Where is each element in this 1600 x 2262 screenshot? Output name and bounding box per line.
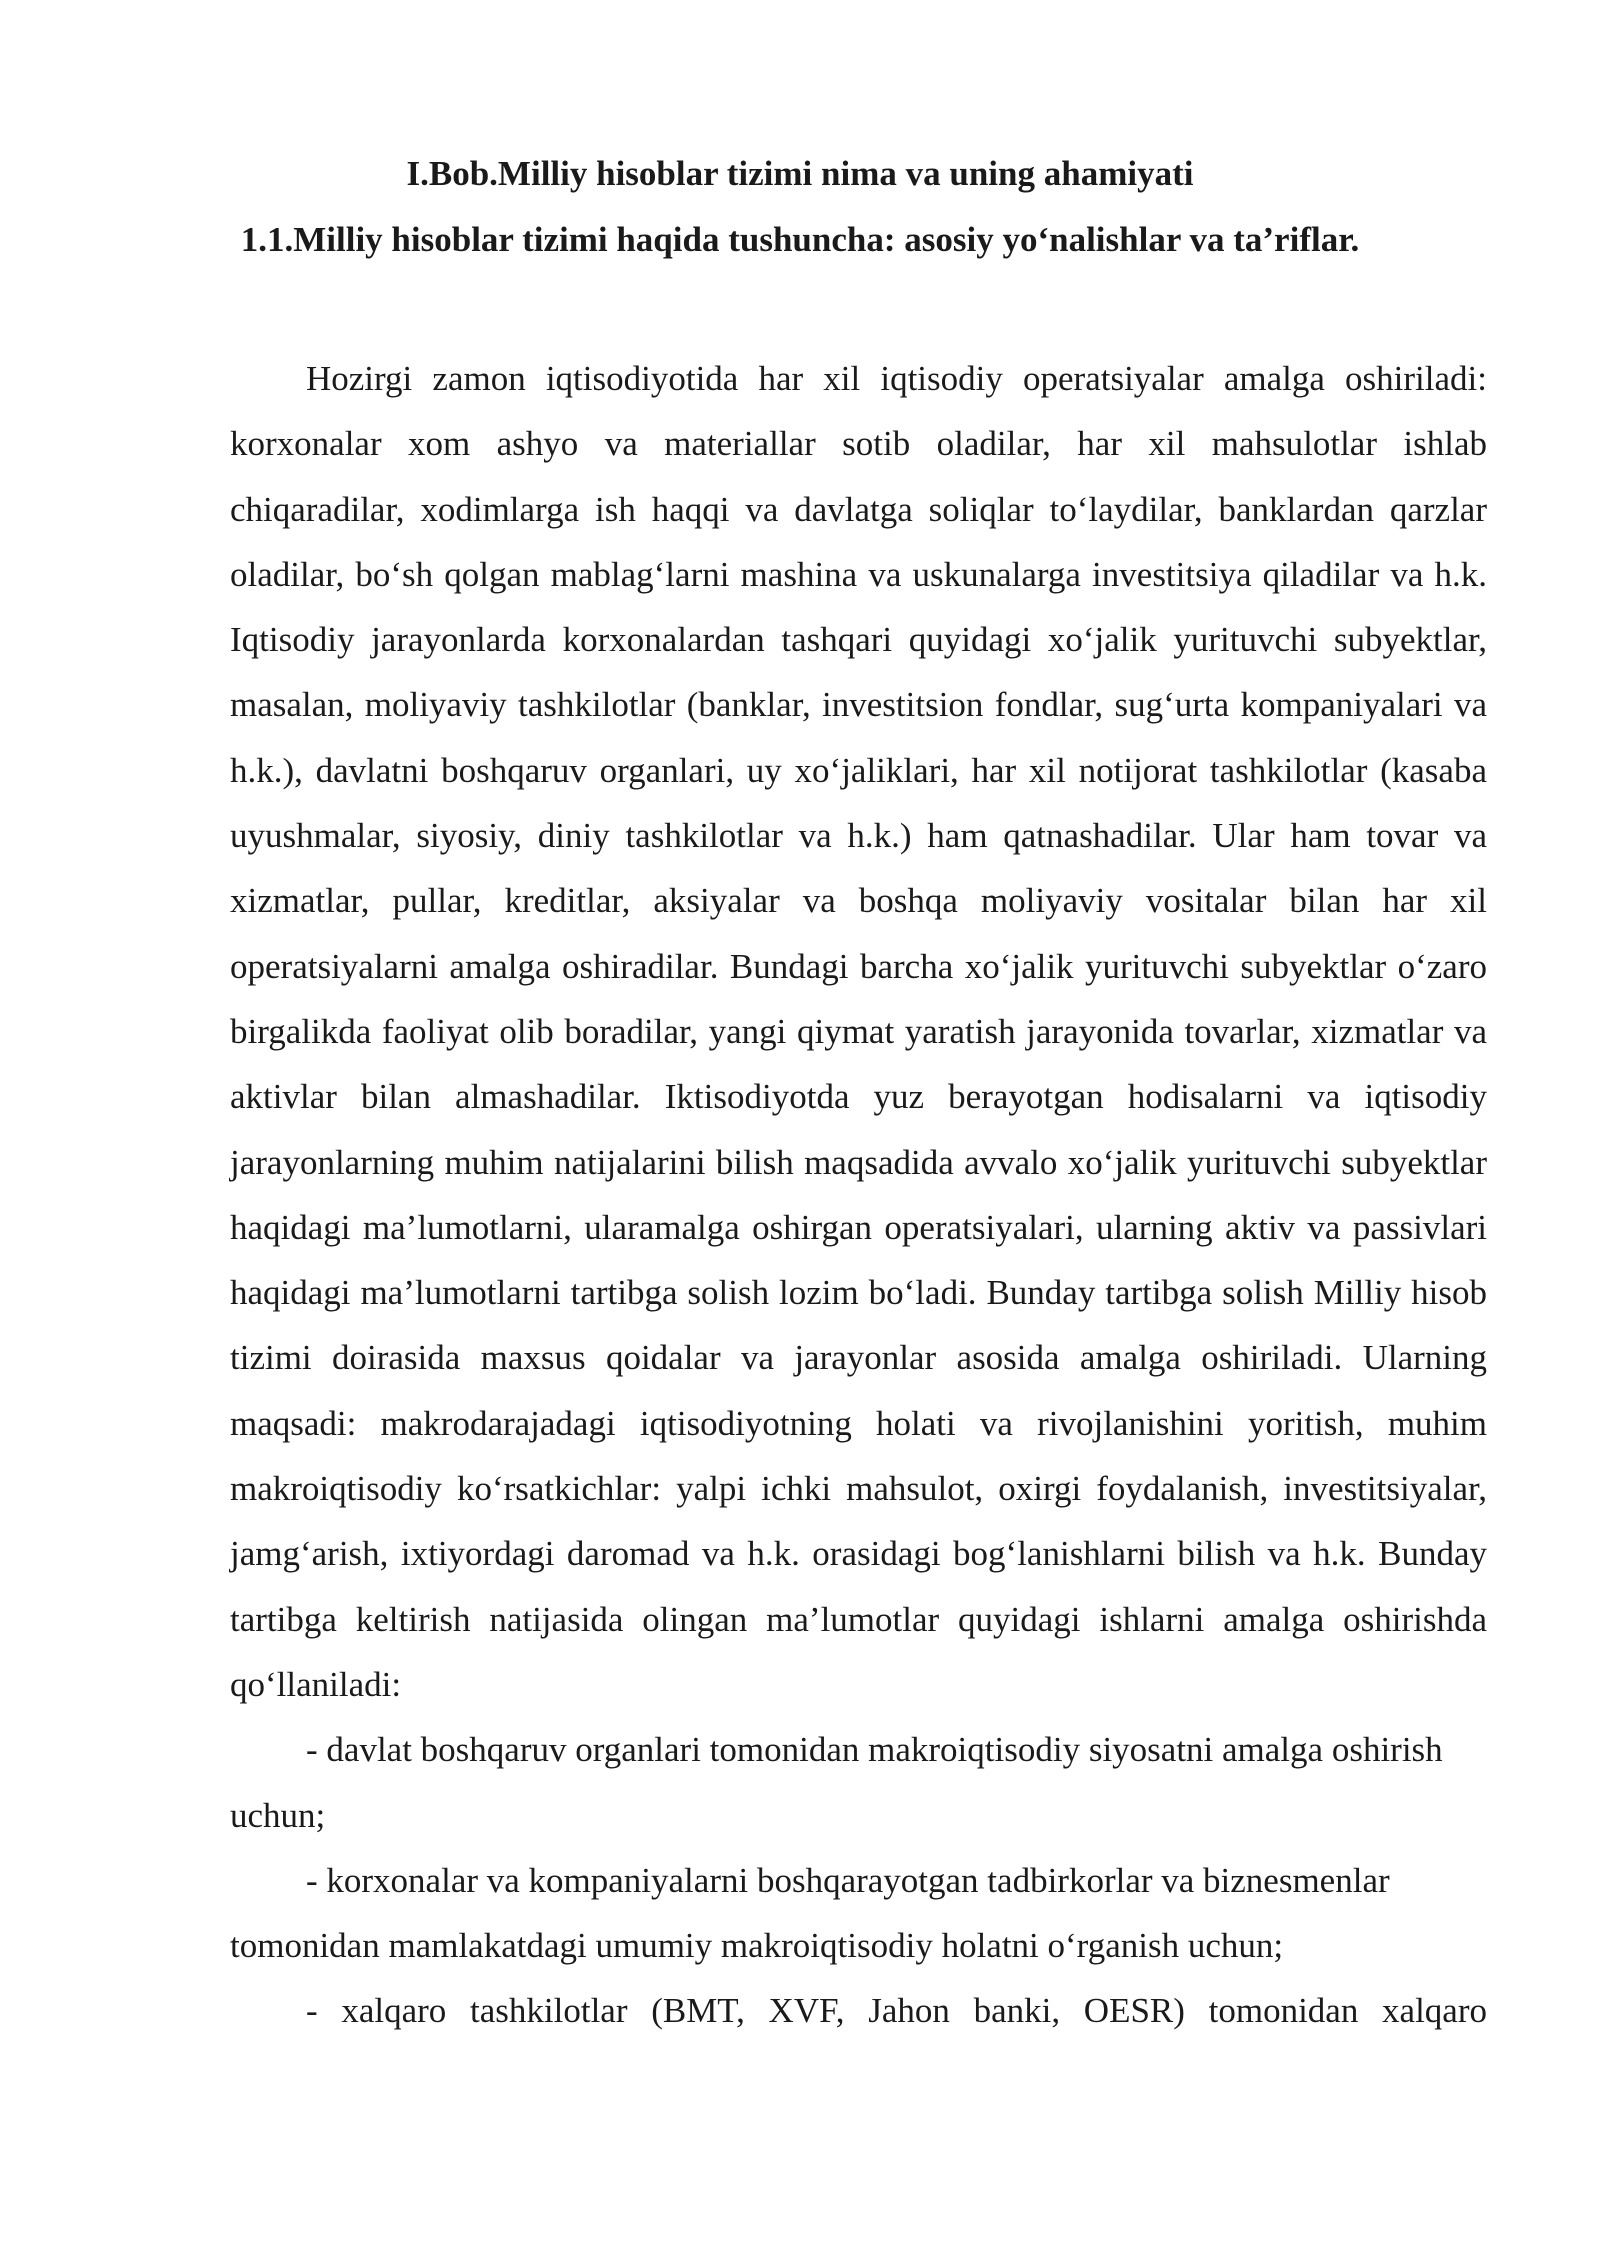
list-item: - davlat boshqaruv organlari tomonidan makroiqtisodiy siyosatni amalga oshirish uchun; (230, 1730, 1443, 1835)
list-item: - xalqaro tashkilotlar (BMT, XVF, Jahon banki, OESR) tomonidan xalqaro (306, 1991, 1487, 2031)
body-paragraph: Hozirgi zamon iqtisodiyotida har xil iqtisodiy operatsiyalar amalga oshiriladi: korxonalar xom ashyo va materiallar sotib oladilar, har xil mahsulotlar ishlab chiqaradilar, xodimlarga ish haqqi va davlatga soliqlar to‘laydilar, banklardan qarzlar oladilar, bo‘sh qolgan mablag‘larni mashina va uskunalarga investitsiya qiladilar va h.k. Iqtisodiy jarayonlarda korxonalardan tashqari quyidagi xo‘jalik yurituvchi subyektlar, masalan, moliyaviy tashkilotlar (banklar, investitsion fondlar, sug‘urta kompaniyalari va h.k.), davlatni boshqaruv organlari, uy xo‘jaliklari, har xil notijorat tashkilotlar (kasaba uyushmalar, siyosiy, diniy tashkilotlar va h.k.) ham qatnashadilar. Ular ham tovar va xizmatlar, pullar, kreditlar, aksiyalar va boshqa moliyaviy vositalar bilan har xil operatsiyalarni amalga oshiradilar. Bundagi barcha xo‘jalik yurituvchi subyektlar o‘zaro birgalikda faoliyat olib boradilar, yangi qiymat yaratish jarayonida tovarlar, xizmatlar va aktivlar bilan almashadilar. Iktisodiyotda yuz berayotgan hodisalarni va iqtisodiy jarayonlarning muhim natijalarini bilish maqsadida avvalo xo‘jalik yurituvchi subyektlar haqidagi ma’lumotlarni, ularamalga oshirgan operatsiyalari, ularning aktiv va passivlari haqidagi ma’lumotlarni tartibga solish lozim bo‘ladi. Bunday tartibga solish Milliy hisob tizimi doirasida maxsus qoidalar va jarayonlar asosida amalga oshiriladi. Ularning maqsadi: makrodarajadagi iqtisodiyotning holati va rivojlanishini yoritish, muhim makroiqtisodiy ko‘rsatkichlar: yalpi ichki mahsulot, oxirgi foydalanish, investitsiyalar, jamg‘arish, ixtiyordagi daromad va h.k. orasidagi bog‘lanishlarni bilish va h.k. Bunday tartibga keltirish natijasida olingan ma’lumotlar quyidagi ishlarni amalga oshirishda qo‘llaniladi: (230, 359, 1487, 1704)
chapter-title: I.Bob.Milliy hisoblar tizimi nima va uning ahamiyati (406, 154, 1194, 193)
body-text (230, 346, 1487, 2044)
list-item: - korxonalar va kompaniyalarni boshqarayotgan tadbirkorlar va biznesmenlar tomonidan mamlakatdagi umumiy makroiqtisodiy holatni o‘rganish uchun; (230, 1860, 1390, 1966)
section-title: 1.1.Milliy hisoblar tizimi haqida tushuncha: asosiy yo‘nalishlar va ta’riflar. (240, 220, 1360, 259)
